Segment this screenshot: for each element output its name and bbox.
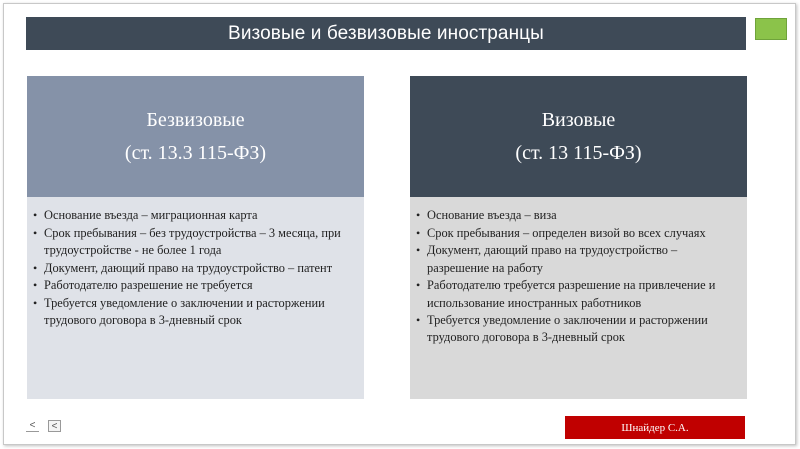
list-item-text: Работодателю разрешение не требуется	[44, 278, 253, 293]
list-item-text: Документ, дающий право на трудоустройство – разрешение на работу	[427, 243, 678, 275]
author-box	[565, 416, 745, 439]
list-item-text: Срок пребывания – определен визой во всех случаях	[427, 225, 706, 240]
slide-title: Визовые и безвизовые иностранцы	[228, 22, 544, 44]
bullet-icon: •	[416, 243, 421, 258]
author-name: Шнайдер С.А.	[621, 421, 689, 434]
column-heading: Визовые	[541, 108, 616, 131]
column-heading: Безвизовые	[146, 108, 245, 131]
list-item	[33, 277, 356, 294]
column-body-visa	[410, 197, 747, 399]
green-corner-square	[755, 18, 787, 40]
list-item-text: Работодателю требуется разрешение на привлечение и использование иностранных работников	[427, 278, 716, 310]
bullet-list	[33, 207, 356, 329]
list-item-text: Основание въезда – виза	[427, 208, 557, 222]
list-item-text: Требуется уведомление о заключении и расторжении трудового договора в 3-дневный срок	[427, 313, 708, 345]
column-subheading: (ст. 13.3 115-ФЗ)	[124, 141, 267, 164]
column-visa-free	[27, 76, 364, 399]
list-item	[416, 225, 739, 242]
list-item-text: Срок пребывания – без трудоустройства – 3 месяца, при трудоустройстве - не более 1 года	[44, 225, 341, 257]
bullet-icon: •	[416, 313, 421, 328]
list-item-text: Основание въезда – миграционная карта	[44, 208, 258, 222]
list-item	[416, 242, 739, 276]
bullet-list	[416, 207, 739, 347]
list-item	[416, 207, 739, 224]
slide-navigation	[26, 420, 61, 432]
slide-title-bar	[26, 17, 746, 50]
bullet-icon: •	[416, 225, 421, 240]
column-subheading: (ст. 13 115-ФЗ)	[515, 141, 642, 164]
next-slide-button[interactable]: <	[48, 420, 61, 432]
bullet-icon: •	[416, 208, 421, 222]
bullet-icon: •	[33, 260, 38, 275]
previous-slide-button[interactable]: <	[26, 420, 39, 432]
list-item	[33, 260, 356, 277]
list-item	[33, 295, 356, 329]
bullet-icon: •	[33, 208, 38, 222]
column-body-visa-free	[27, 197, 364, 399]
column-visa	[410, 76, 747, 399]
column-header-visa-free	[27, 76, 364, 197]
list-item	[33, 207, 356, 224]
bullet-icon: •	[33, 278, 38, 293]
bullet-icon: •	[33, 225, 38, 240]
bullet-icon: •	[33, 296, 38, 311]
list-item	[416, 312, 739, 346]
list-item	[33, 225, 356, 259]
list-item	[416, 277, 739, 311]
list-item-text: Документ, дающий право на трудоустройство – патент	[44, 260, 333, 275]
bullet-icon: •	[416, 278, 421, 293]
column-header-visa	[410, 76, 747, 197]
list-item-text: Требуется уведомление о заключении и расторжении трудового договора в 3-дневный срок	[44, 296, 325, 328]
